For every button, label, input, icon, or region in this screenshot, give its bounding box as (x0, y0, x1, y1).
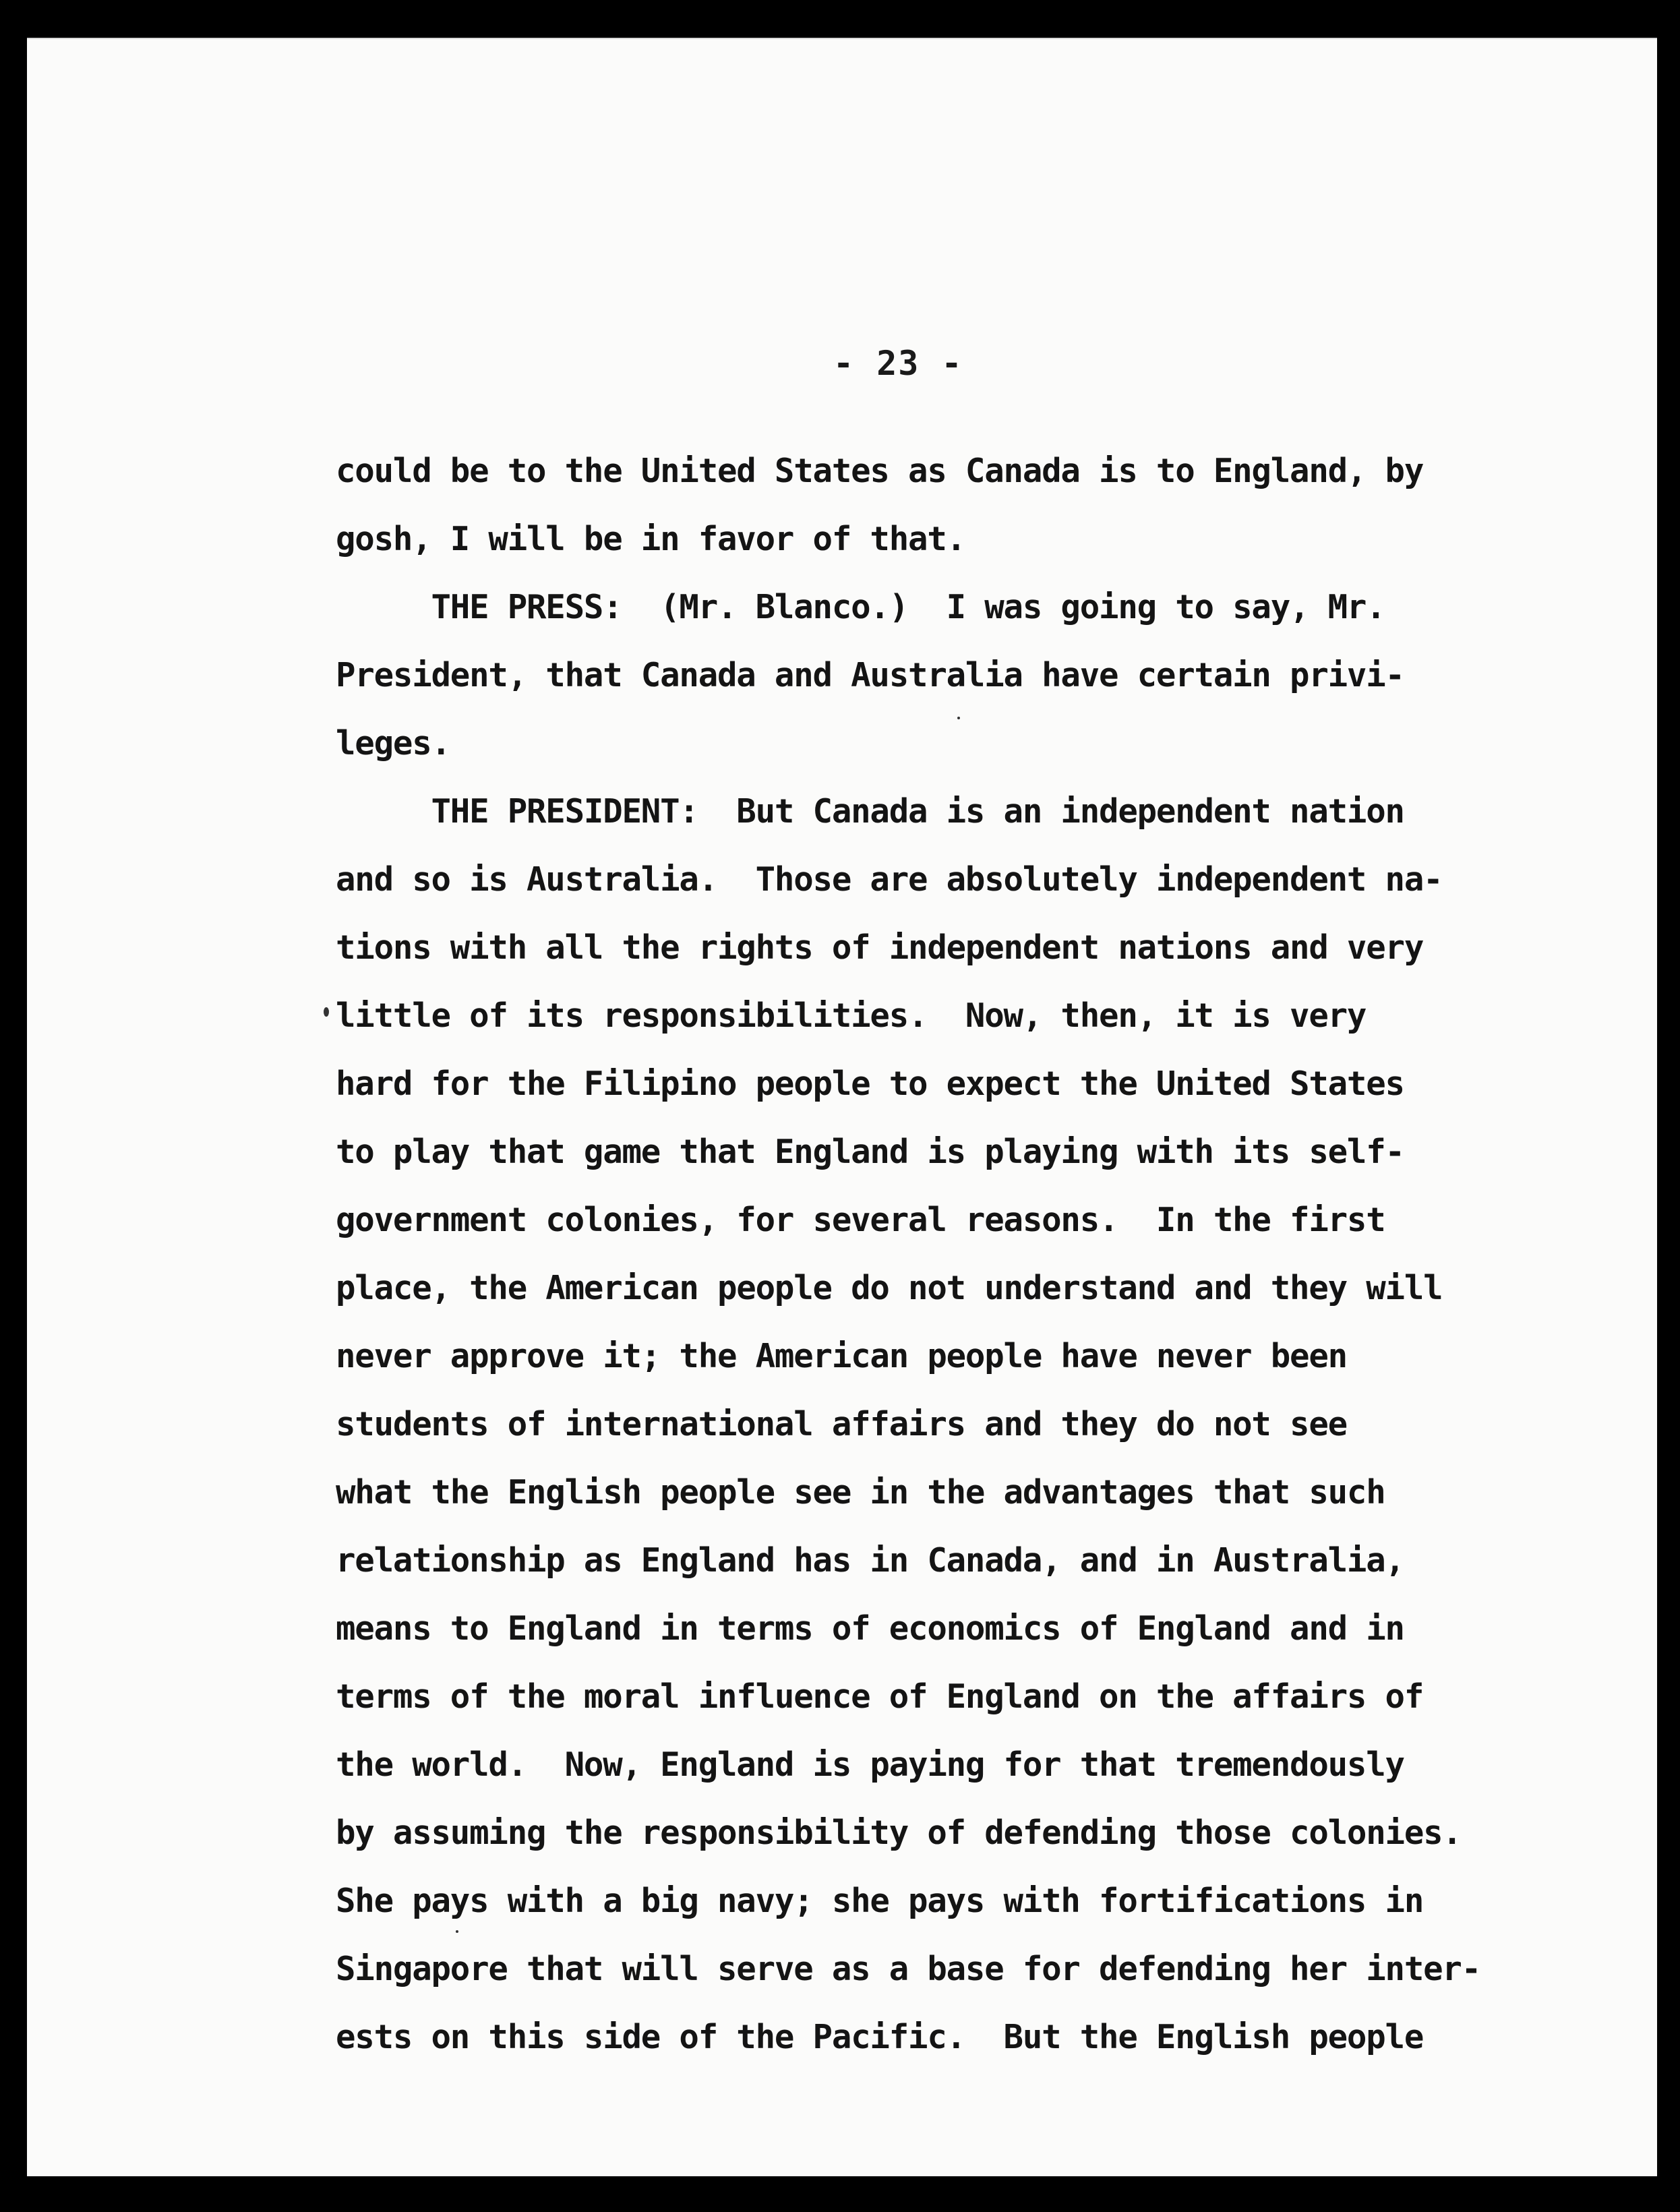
ink-speck (456, 1930, 458, 1933)
text-line: hard for the Filipino people to expect the United States (336, 1065, 1404, 1103)
text-line: the world. Now, England is paying for that tremendously (336, 1745, 1404, 1784)
text-line: She pays with a big navy; she pays with fortifications in (336, 1882, 1424, 1920)
text-line: leges. (336, 724, 450, 763)
text-line: tions with all the rights of independent nations and very (336, 928, 1424, 967)
ink-speck (324, 1007, 329, 1017)
text-line: never approve it; the American people have never been (336, 1337, 1347, 1375)
text-line: students of international affairs and they do not see (336, 1405, 1347, 1443)
text-line: gosh, I will be in favor of that. (336, 520, 965, 558)
text-line: what the English people see in the advantages that such (336, 1473, 1385, 1512)
text-line: to play that game that England is playing with its self- (336, 1133, 1404, 1171)
text-line: and so is Australia. Those are absolutely independent na- (336, 860, 1443, 899)
text-line: ests on this side of the Pacific. But the English people (336, 2018, 1424, 2056)
text-line: President, that Canada and Australia have certain privi- (336, 656, 1404, 694)
typewritten-page (27, 38, 1657, 2176)
text-line: by assuming the responsibility of defending those colonies. (336, 1814, 1462, 1852)
text-line: terms of the moral influence of England on the affairs of (336, 1677, 1424, 1716)
page-number: - 23 - (833, 344, 963, 383)
text-line: place, the American people do not understand and they will (336, 1269, 1443, 1307)
text-line: THE PRESS: (Mr. Blanco.) I was going to say, Mr. (336, 588, 1385, 626)
text-line: Singapore that will serve as a base for defending her inter- (336, 1950, 1481, 1988)
ink-speck (957, 717, 960, 719)
text-line: little of its responsibilities. Now, then, it is very (336, 996, 1367, 1035)
text-line: THE PRESIDENT: But Canada is an independent nation (336, 792, 1404, 831)
text-line: government colonies, for several reasons. In the first (336, 1201, 1385, 1239)
text-line: could be to the United States as Canada is to England, by (336, 452, 1424, 490)
text-line: means to England in terms of economics of England and in (336, 1609, 1404, 1648)
body-text (336, 437, 1542, 2071)
text-line: relationship as England has in Canada, and in Australia, (336, 1541, 1404, 1580)
